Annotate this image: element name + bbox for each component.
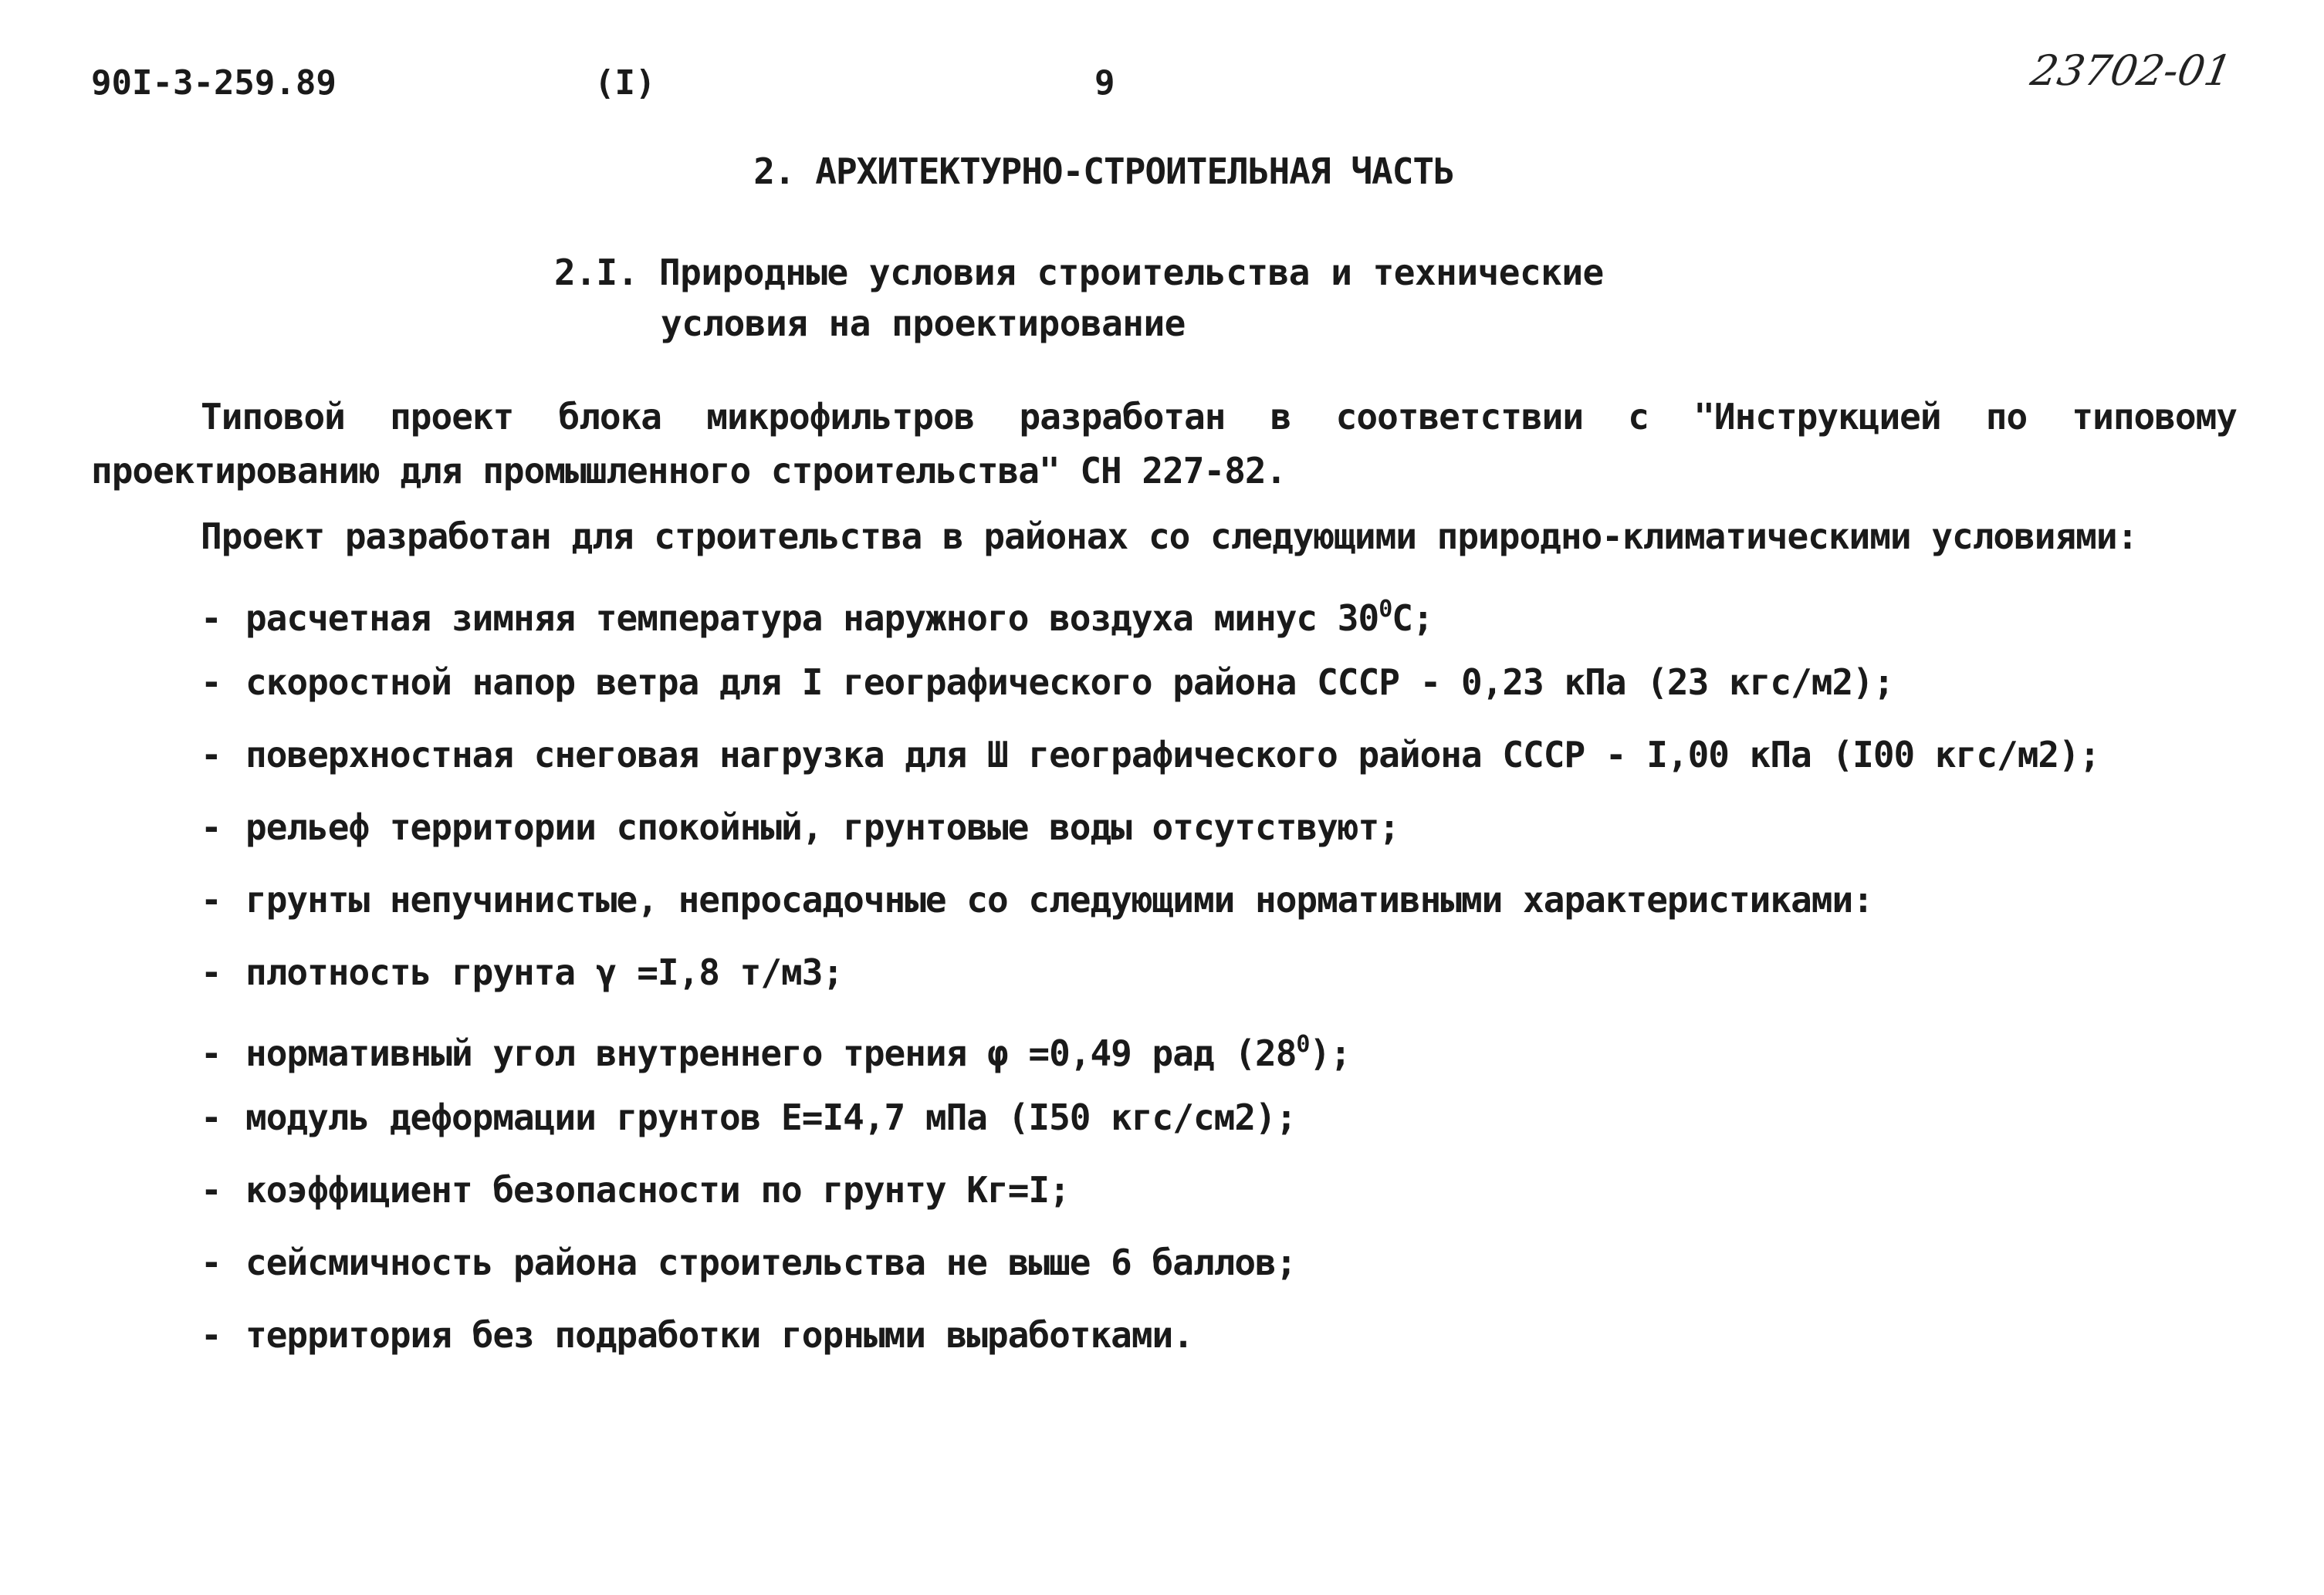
dash-marker: - <box>201 951 222 993</box>
list-item: - коэффициент безопасности по грунту Kг=I; <box>201 1167 2100 1239</box>
conditions-list <box>201 586 2100 1384</box>
list-item: - грунты непучинистые, непросадочные со следующими нормативными характеристиками: <box>201 877 2100 949</box>
dash-marker: - <box>201 1169 222 1211</box>
document-code: 90I-3-259.89 <box>91 63 337 103</box>
dash-marker: - <box>201 1097 222 1138</box>
intro-paragraph: Типовой проект блока микрофильтров разработан в соответствии с "Инструкцией по типовому проектированию для промышленного строительства" СН 227-82. <box>91 396 2237 492</box>
dash-marker: - <box>201 734 222 776</box>
subsection-title <box>554 247 1604 349</box>
list-item: - модуль деформации грунтов E=I4,7 мПа (I50 кгс/см2); <box>201 1094 2100 1167</box>
sheet-label: (I) <box>594 63 656 103</box>
dash-marker: - <box>201 597 222 639</box>
list-item: - нормативный угол внутреннего трения φ =0,49 рад $(28^0)$; <box>201 1022 2100 1094</box>
dash-marker: - <box>201 879 222 921</box>
list-item: - территория без подработки горными выработками. <box>201 1312 2100 1384</box>
dash-marker: - <box>201 661 222 703</box>
list-item: - поверхностная снеговая нагрузка для Ш географического района СССР - I,00 кПа (I00 кгс/м2); <box>201 732 2100 804</box>
list-item: - сейсмичность района строительства не выше 6 баллов; <box>201 1239 2100 1312</box>
subsection-title-line1: 2.I. Природные условия строительства и технические <box>554 252 1604 293</box>
dash-marker: - <box>201 806 222 848</box>
dash-marker: - <box>201 1032 222 1074</box>
list-item: - рельеф территории спокойный, грунтовые воды отсутствуют; <box>201 804 2100 877</box>
conditions-intro: Проект разработан для строительства в районах со следующими природно-климатическими условиями: <box>201 515 2138 557</box>
list-item: - расчетная зимняя температура наружного воздуха минус $30^0C$; <box>201 586 2100 659</box>
subsection-title-line2: условия на проектирование <box>661 302 1186 344</box>
dash-marker: - <box>201 1314 222 1356</box>
page-number: 9 <box>1094 63 1115 103</box>
dash-marker: - <box>201 1242 222 1283</box>
list-item: - скоростной напор ветра для I географического района СССР - 0,23 кПа (23 кгс/м2); <box>201 659 2100 732</box>
inventory-number: 23702-01 <box>2027 46 2236 95</box>
list-item: - плотность грунта γ =I,8 т/м3; <box>201 949 2100 1022</box>
section-title: 2. АРХИТЕКТУРНО-СТРОИТЕЛЬНАЯ ЧАСТЬ <box>753 150 1454 192</box>
